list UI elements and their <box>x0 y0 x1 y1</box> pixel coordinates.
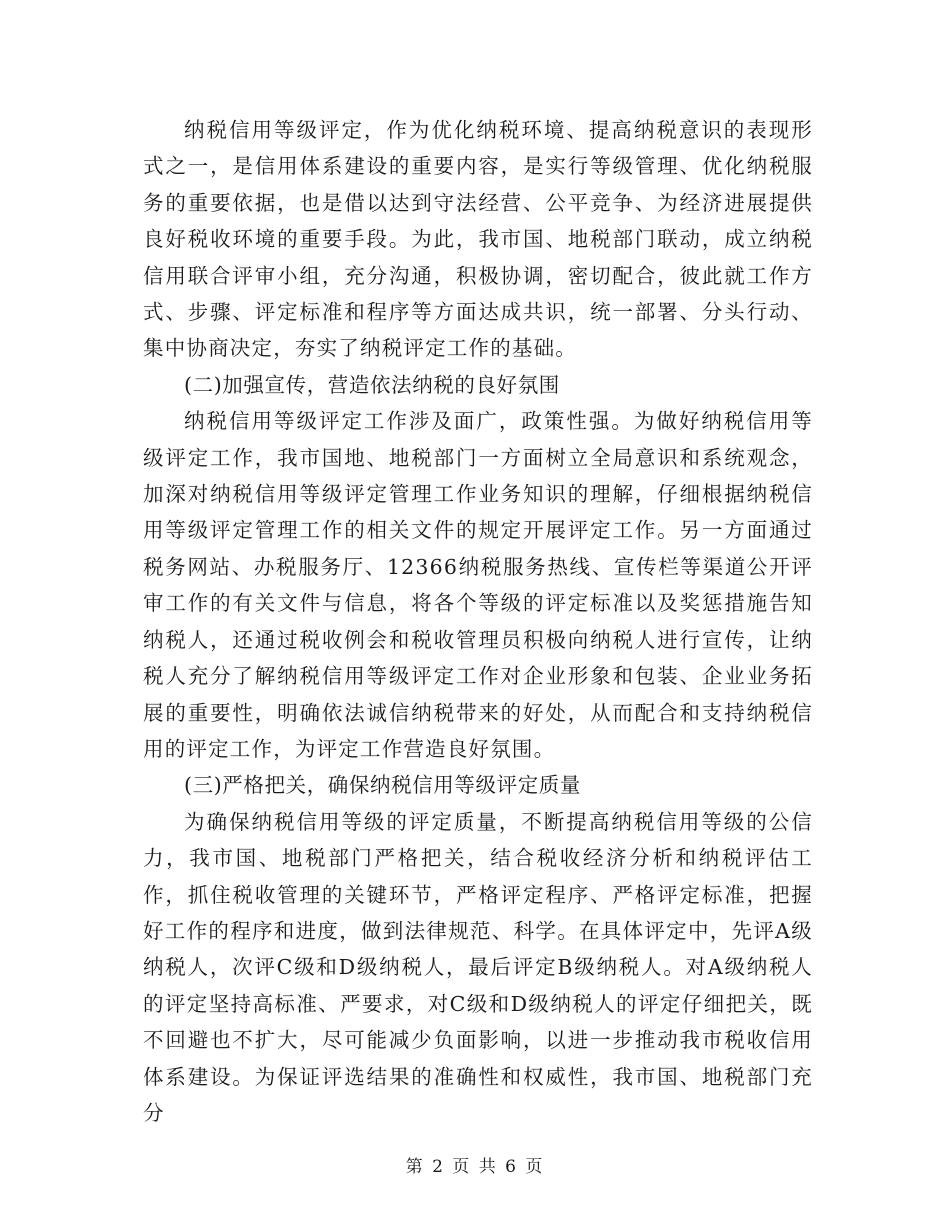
section-heading-publicity: (二)加强宣传，营造依法纳税的良好氛围 <box>184 372 560 397</box>
document-body <box>143 112 813 1131</box>
paragraph-quality-control: 为确保纳税信用等级的评定质量，不断提高纳税信用等级的公信力，我市国、地税部门严格把关，结合税收经济分析和纳税评估工作，抓住税收管理的关键环节，严格评定程序、严格评定标准，把握好工作的程序和进度，做到法律规范、科学。在具体评定中，先评A级纳税人，次评C级和D级纳税人，最后评定B级纳税人。对A级纳税人的评定坚持高标准、严要求，对C级和D级纳税人的评定仔细把关，既不回避也不扩大，尽可能减少负面影响，以进一步推动我市税收信用体系建设。为保证评选结果的准确性和权威性，我市国、地税部门充分 <box>143 809 813 1125</box>
section-heading-quality-control: (三)严格把关，确保纳税信用等级评定质量 <box>184 773 581 798</box>
paragraph-credit-rating-intro: 纳税信用等级评定，作为优化纳税环境、提高纳税意识的表现形式之一，是信用体系建设的重要内容，是实行等级管理、优化纳税服务的重要依据，也是借以达到守法经营、公平竞争、为经济进展提供良好税收环境的重要手段。为此，我市国、地税部门联动，成立纳税信用联合评审小组，充分沟通，积极协调，密切配合，彼此就工作方式、步骤、评定标准和程序等方面达成共识，统一部署、分头行动、集中协商决定，夯实了纳税评定工作的基础。 <box>143 118 813 361</box>
page-footer: 第 2 页 共 6 页 <box>405 1157 545 1177</box>
paragraph-publicity: 纳税信用等级评定工作涉及面广，政策性强。为做好纳税信用等级评定工作，我市国地、地税部门一方面树立全局意识和系统观念，加深对纳税信用等级评定管理工作业务知识的理解，仔细根据纳税信用等级评定管理工作的相关文件的规定开展评定工作。另一方面通过税务网站、办税服务厅、12366纳税服务热线、宣传栏等渠道公开评审工作的有关文件与信息，将各个等级的评定标准以及奖惩措施告知纳税人，还通过税收例会和税收管理员积极向纳税人进行宣传，让纳税人充分了解纳税信用等级评定工作对企业形象和包装、企业业务拓展的重要性，明确依法诚信纳税带来的好处，从而配合和支持纳税信用的评定工作，为评定工作营造良好氛围。 <box>143 409 813 761</box>
